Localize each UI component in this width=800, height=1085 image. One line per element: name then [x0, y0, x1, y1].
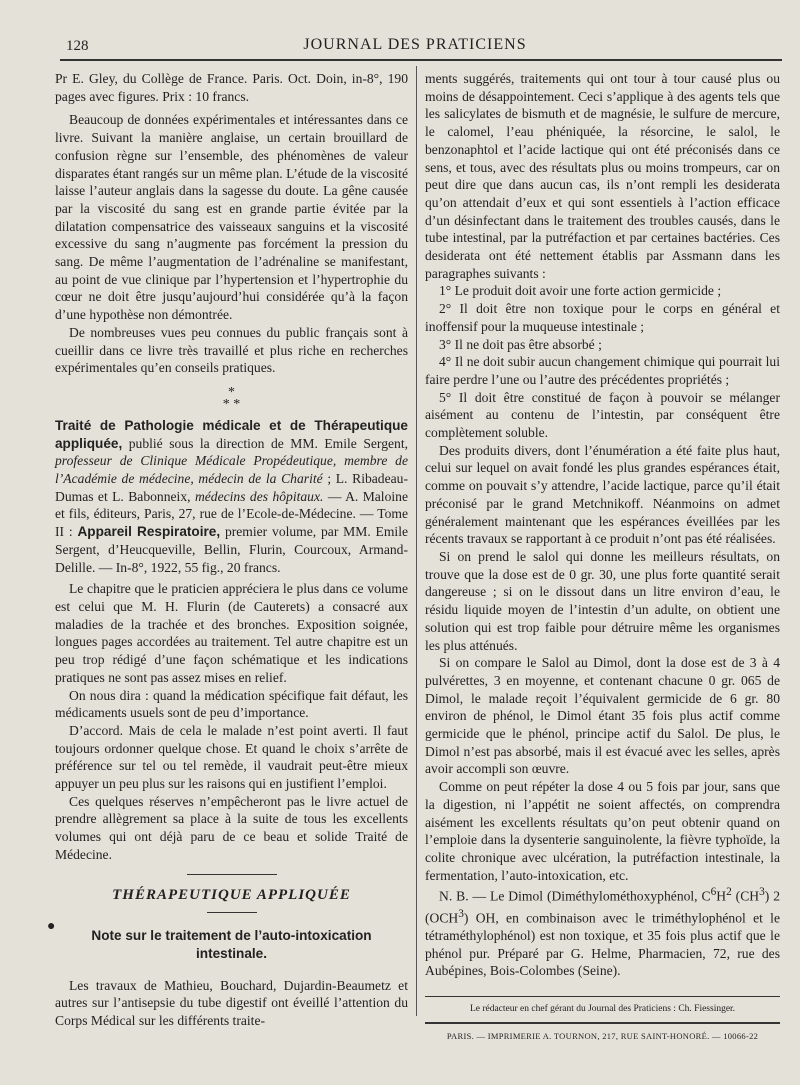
- book-ref-text: premier volume, par MM. Emile Sergent, d’Heucqueville, Bellin, Flurin, Courcoux, Armand-Delille. — In-8°, 1922, 55 fig., 20 francs.: [55, 524, 408, 575]
- article-paragraph: Si on prend le salol qui donne les meilleurs résultats, on trouve que la dose est de 0 gr. 30, une plus forte quantité serait dangereuse ; si on le dissout dans un litre environ d’eau, le résidu liquide moyen de l’intestin d’un adulte, on obtient une solution qui est trop faible pour détruire même les organismes les plus atténués.: [425, 548, 780, 653]
- note-title: [47, 917, 408, 962]
- nb-text: H: [716, 888, 727, 904]
- nb-superscript: 6: [710, 886, 717, 899]
- nb-text: N. B. — Le Dimol (Diméthylométhoxyphénol, C: [439, 888, 711, 904]
- asterism-bottom: * *: [222, 396, 241, 412]
- nota-bene: [425, 884, 780, 980]
- section-title: THÉRAPEUTIQUE APPLIQUÉE: [112, 886, 351, 903]
- gley-reference: Pr E. Gley, du Collège de France. Paris. Oct. Doin, in-8°, 190 pages avec figures. Prix : 10 francs.: [55, 71, 408, 104]
- volume-title: Appareil Respiratoire,: [77, 524, 221, 540]
- asterism-top: *: [228, 384, 235, 400]
- footer-printer: PARIS. — IMPRIMERIE A. TOURNON, 217, RUE SAINT-HONORÉ. — 10066-22: [446, 1030, 759, 1041]
- nb-superscript: 3: [759, 886, 765, 899]
- journal-title: JOURNAL DES PRATICIENS: [303, 36, 527, 53]
- footer-rule: [425, 996, 780, 997]
- section-divider: [187, 874, 277, 875]
- book-ref-italic: médecins des hôpitaux.: [194, 488, 324, 504]
- article-paragraph: Si on compare le Salol au Dimol, dont la dose est de 3 à 4 pulvérettes, 3 en moyenne, et contenant chacune 0 gr. 065 de Dimol, le malade reçoit l’équivalent germicide de 6 gr. 80 environ de phénol, le Dimol étant 35 fois plus actif comme germicide que le phénol, principe actif du Salol. De plus, le Dimol n’est pas absorbé, mais il est évacué avec les selles, après avoir accompli son œuvre.: [425, 655, 780, 777]
- review-paragraph: Beaucoup de données expérimentales et intéressantes dans ce livre. Suivant la manière anglaise, un certain brouillard de confusion règne sur l’ensemble, des phénomènes de valeur disparates étant rangés sur un même plan. L’étude de la viscosité laisse l’auteur anglais dans la sagesse du doute. La gêne causée par la viscosité du sang est en grande partie évitée par la dilatation compensatrice des vaisseaux sanguins et la viscosité excessive du sang n’augmente pas forcément la pression du sang. De même l’augmentation de l’adrénaline se manifestant, au point de vue clinique par l’hypertension et l’hypertrophie du cœur ne doit être jusqu’aujourd’hui considérée qu’à la façon d’une hypothèse non démontrée.: [55, 112, 408, 323]
- nb-text: (CH: [731, 888, 760, 904]
- list-item: 4° Il ne doit subir aucun changement chimique qui pourrait lui faire perdre l’une ou l’autre des précédentes propriétés ;: [425, 354, 780, 387]
- right-column: [425, 70, 780, 1046]
- list-item: 1° Le produit doit avoir une forte action germicide ;: [439, 283, 722, 299]
- page-number: 128: [66, 38, 89, 54]
- nb-superscript: 3: [458, 907, 464, 920]
- nb-text: ) 2 (OCH: [425, 888, 781, 926]
- list-item: 3° Il ne doit pas être absorbé ;: [439, 336, 602, 352]
- list-item: 2° Il doit être non toxique pour le corps en général et inoffensif pour la muqueuse intestinale ;: [425, 301, 780, 334]
- review-paragraph: De nombreuses vues peu connues du public français sont à cueillir dans ce livre très travaillé et plus riche en recherches expérimentales qu’en conseils pratiques.: [55, 324, 408, 376]
- book-reference: [55, 417, 408, 576]
- nb-superscript: 2: [726, 886, 732, 899]
- review-paragraph: Ces quelques réserves n’empêcheront pas le livre actuel de prendre allègrement sa place à la suite de tous les excellents volumes qui ont déjà paru de ce beau et solide Traité de Médecine.: [55, 793, 408, 862]
- article-paragraph: Des produits divers, dont l’énumération a été faite plus haut, celui sur lequel on avait fondé les plus grandes espérances était, comme on pouvait s’y attendre, l’acide lactique, parce qu’il était préconisé par le grand Metchnikoff. Néanmoins on admet généralement maintenant que les espérances éveillées par les récents travaux se rapportant à ce produit n’ont pas été réalisées.: [425, 442, 780, 547]
- column-divider: [416, 66, 417, 1016]
- review-paragraph: On nous dira : quand la médication spécifique fait défaut, les médicaments usuels sont de peu d’importance.: [55, 687, 408, 721]
- article-paragraph: Les travaux de Mathieu, Bouchard, Dujardin-Beaumetz et autres sur l’antisepsie du tube digestif ont éveillé l’attention du Corps Médical sur les différents traite-: [55, 977, 408, 1029]
- page-header: [60, 34, 770, 58]
- section-divider: [207, 912, 257, 913]
- nb-text: ) OH, en combinaison avec le triméthylophénol et le tétraméthylophénol) est non toxique, et 35 fois plus actif que le phénol pur. Préparé par G. Helme, Pharmacien, 72, rue des Aubépines, Bois-Colombes (Seine).: [425, 910, 780, 979]
- note-title-text: Note sur le traitement de l’auto-intoxication intestinale.: [91, 928, 372, 961]
- article-paragraph: ments suggérés, traitements qui ont tour à tour causé plus ou moins de désappointement. Ceci s’applique à des agents tels que les salicylates de bismuth et de magnésie, le sulfure de mercure, le calomel, l’eau phéniquée, la résorcine, le salol, le benzonaphtol et l’acide lactique qui ont été préconisés dans ce sens, et tous, avec des résultats plus ou moins trompeurs, car on peut dire que dans aucun cas, ils n’ont rempli les desiderata qu’on attendait d’eux et qui sont essentiels à l’action efficace d’un désinfectant dans le traitement des troubles causés, dans le tube intestinal, par la putréfaction et par certaines bactéries. Ces desiderata ont été nettement établis par Assmann dans les paragraphes suivants :: [425, 71, 780, 281]
- book-title: Traité de Pathologie médicale et de Thérapeutique appliquée,: [55, 417, 408, 451]
- book-ref-text: ; L. Ribadeau-Dumas et L. Babonneix,: [55, 471, 408, 504]
- footer-rule: [425, 1022, 780, 1024]
- list-item: 5° Il doit être constitué de façon à pouvoir se mélanger aisément au contenu de l’intestin, par conséquent être complètement soluble.: [425, 389, 780, 441]
- bullet-mark: ●: [47, 917, 56, 934]
- review-paragraph: D’accord. Mais de cela le malade n’est point averti. Il faut toujours ordonner quelque chose. Et quand le choix s’arrête de préférence sur tel ou tel remède, il vaudrait peut-être mieux appuyer un peu plus sur les raisons qui en justifient l’emploi.: [55, 722, 408, 792]
- article-paragraph: Comme on peut répéter la dose 4 ou 5 fois par jour, sans que la digestion, ni l’appétit ne soient affectés, on comprendra aisément les excellents résultats qu’on peut obtenir quand on l’emploie dans la dysenterie sanguinolente, la fièvre typhoïde, la colite chronique avec ulcération, la putréfaction intestinale, la fermentation, l’auto-intoxication, etc.: [425, 779, 780, 883]
- book-ref-italic: professeur de Clinique Médicale Propédeutique, membre de l’Académie de médecine, médecin de la Charité: [55, 453, 408, 487]
- book-ref-text: — A. Maloine et fils, éditeurs, Paris, 27, rue de l’Ecole-de-Médecine. — Tome II :: [55, 488, 408, 540]
- book-ref-text: publié sous la direction de MM. Emile Sergent,: [122, 435, 408, 451]
- footer-editor: Le rédacteur en chef gérant du Journal des Praticiens : Ch. Fiessinger.: [469, 1003, 736, 1014]
- review-paragraph: Le chapitre que le praticien appréciera le plus dans ce volume est celui que M. H. Flurin (de Cauterets) a consacré aux maladies de la trachée et des bronches. Exposition soignée, longues pages accordées au traitement. Tel autre chapitre est un peu trop rédigé d’une façon schématique et les indications pratiques ne sont pas assez mises en relief.: [55, 581, 408, 685]
- header-rule: [60, 59, 782, 61]
- asterism: [55, 384, 408, 412]
- left-column: [47, 70, 408, 1030]
